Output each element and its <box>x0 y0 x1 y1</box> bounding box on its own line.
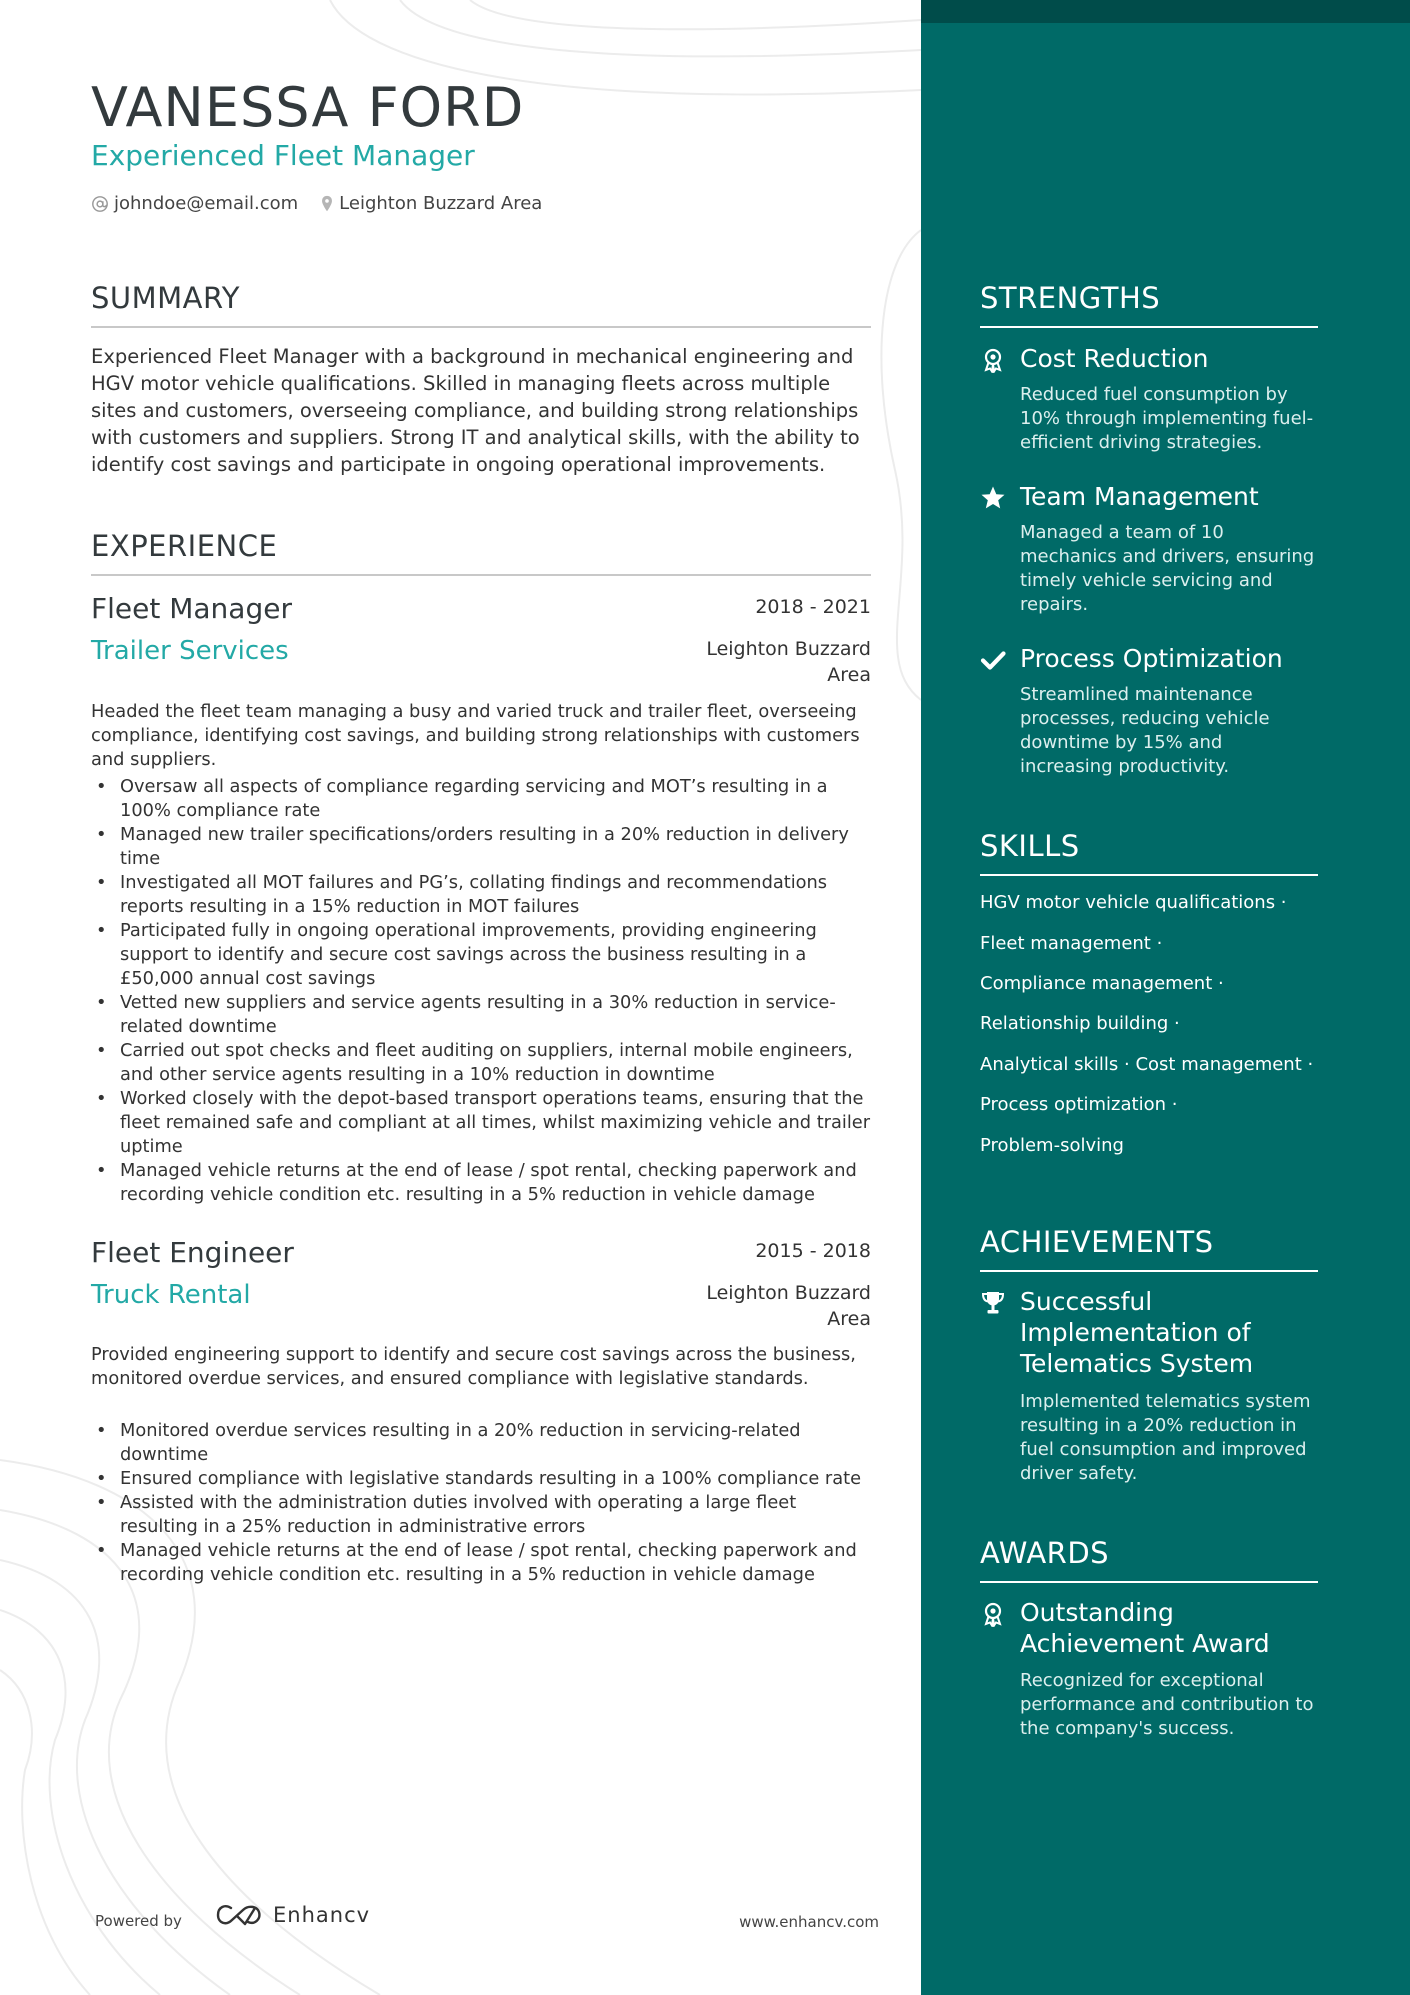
award-title: Outstanding Achievement Award <box>1020 1598 1270 1658</box>
job-company: Trailer Services <box>91 636 289 666</box>
contact-email[interactable] <box>91 193 298 214</box>
skill-row: HGV motor vehicle qualifications · <box>980 892 1287 913</box>
strengths-heading: STRENGTHS <box>980 280 1318 328</box>
job-date: 2015 - 2018 <box>755 1240 871 1262</box>
list-item: • Participated fully in ongoing operational improvements, providing engineering support to identify and secure cost savings across the business resulting in a £50,000 annual cost savings <box>91 919 871 991</box>
strength-title: Process Optimization <box>1020 644 1283 673</box>
brand-name: Enhancv <box>273 1903 371 1927</box>
skill-row: Fleet management · <box>980 933 1163 954</box>
list-item: • Ensured compliance with legislative standards resulting in a 100% compliance rate <box>91 1467 871 1491</box>
award-ribbon-icon <box>980 347 1006 373</box>
strength-description: Managed a team of 10 mechanics and drivers, ensuring timely vehicle servicing and repairs. <box>1020 522 1315 615</box>
summary-text: Experienced Fleet Manager with a background in mechanical engineering and HGV motor vehicle qualifications. Skilled in managing fleets across multiple sites and customers, overseeing compliance, and building strong relationships with customers and suppliers. Strong IT and analytical skills, with the ability to identify cost savings and participate in ongoing operational improvements. <box>91 345 860 476</box>
email-text: johndoe@email.com <box>114 193 299 214</box>
job-location: Leighton Buzzard Area <box>706 638 871 686</box>
job-location: Leighton Buzzard Area <box>706 1282 871 1330</box>
strength-title: Team Management <box>1020 482 1259 511</box>
list-item: • Worked closely with the depot-based transport operations teams, ensuring that the fleet remained safe and compliant at all times, whilst maximizing vehicle and trailer uptime <box>91 1087 871 1159</box>
achievement-description: Implemented telematics system resulting in a 20% reduction in fuel consumption and improved driver safety. <box>1020 1391 1311 1484</box>
skill-row: Process optimization · <box>980 1094 1178 1115</box>
list-item: • Managed new trailer specifications/orders resulting in a 20% reduction in delivery time <box>91 823 871 871</box>
checkmark-icon <box>980 647 1006 673</box>
list-item: • Vetted new suppliers and service agents resulting in a 30% reduction in service-related downtime <box>91 991 871 1039</box>
enhancv-logo-icon <box>215 1902 263 1928</box>
award-ribbon-icon <box>980 1601 1006 1627</box>
achievement-title: Successful Implementation of Telematics System <box>1020 1287 1254 1378</box>
candidate-name: VANESSA FORD <box>91 76 525 139</box>
skill-row: Analytical skills · Cost management · <box>980 1054 1314 1075</box>
skill-row: Relationship building · <box>980 1013 1180 1034</box>
job-achievements-list <box>91 1419 871 1587</box>
location-text: Leighton Buzzard Area <box>339 193 543 214</box>
list-item: • Managed vehicle returns at the end of lease / spot rental, checking paperwork and recording vehicle condition etc. resulting in a 5% reduction in vehicle damage <box>91 1539 871 1587</box>
job-company: Truck Rental <box>91 1280 251 1310</box>
award-description: Recognized for exceptional performance and contribution to the company's success. <box>1020 1670 1314 1739</box>
enhancv-logo[interactable] <box>215 1902 370 1928</box>
strength-description: Streamlined maintenance processes, reducing vehicle downtime by 15% and increasing productivity. <box>1020 684 1270 777</box>
job-title: Fleet Manager <box>91 592 292 625</box>
trophy-icon <box>980 1290 1006 1316</box>
job-achievements-list <box>91 775 871 1207</box>
list-item: • Assisted with the administration duties involved with operating a large fleet resulting in a 25% reduction in administrative errors <box>91 1491 871 1539</box>
star-icon <box>980 485 1006 511</box>
contact-info <box>91 193 542 214</box>
skill-row: Problem-solving <box>980 1135 1124 1156</box>
list-item: • Managed vehicle returns at the end of lease / spot rental, checking paperwork and recording vehicle condition etc. resulting in a 5% reduction in vehicle damage <box>91 1159 871 1207</box>
skills-heading: SKILLS <box>980 828 1318 876</box>
achievements-heading: ACHIEVEMENTS <box>980 1224 1318 1272</box>
job-title: Fleet Engineer <box>91 1236 294 1269</box>
contact-location <box>320 193 542 214</box>
job-date: 2018 - 2021 <box>755 596 871 618</box>
list-item: • Investigated all MOT failures and PG’s, collating findings and recommendations reports resulting in a 15% reduction in MOT failures <box>91 871 871 919</box>
list-item: • Monitored overdue services resulting in a 20% reduction in servicing-related downtime <box>91 1419 871 1467</box>
job-description: Headed the fleet team managing a busy and varied truck and trailer fleet, overseeing compliance, identifying cost savings, and building strong relationships with customers and suppliers. <box>91 701 860 770</box>
list-item: • Oversaw all aspects of compliance regarding servicing and MOT’s resulting in a 100% compliance rate <box>91 775 871 823</box>
footer <box>95 1902 879 1942</box>
at-sign-icon <box>91 195 109 213</box>
experience-heading: EXPERIENCE <box>91 528 871 576</box>
skill-row: Compliance management · <box>980 973 1224 994</box>
map-pin-icon <box>320 195 334 213</box>
strength-description: Reduced fuel consumption by 10% through implementing fuel-efficient driving strategies. <box>1020 384 1314 453</box>
list-item: • Carried out spot checks and fleet auditing on suppliers, internal mobile engineers, and other service agents resulting in a 10% reduction in downtime <box>91 1039 871 1087</box>
awards-heading: AWARDS <box>980 1535 1318 1583</box>
sidebar-top-bar <box>921 0 1410 23</box>
strength-title: Cost Reduction <box>1020 344 1209 373</box>
website-link[interactable]: www.enhancv.com <box>739 1913 879 1931</box>
summary-heading: SUMMARY <box>91 280 871 328</box>
powered-by-label: Powered by <box>95 1912 182 1930</box>
job-description: Provided engineering support to identify and secure cost savings across the business, monitored overdue services, and ensured compliance with legislative standards. <box>91 1344 856 1389</box>
candidate-title: Experienced Fleet Manager <box>91 139 475 172</box>
